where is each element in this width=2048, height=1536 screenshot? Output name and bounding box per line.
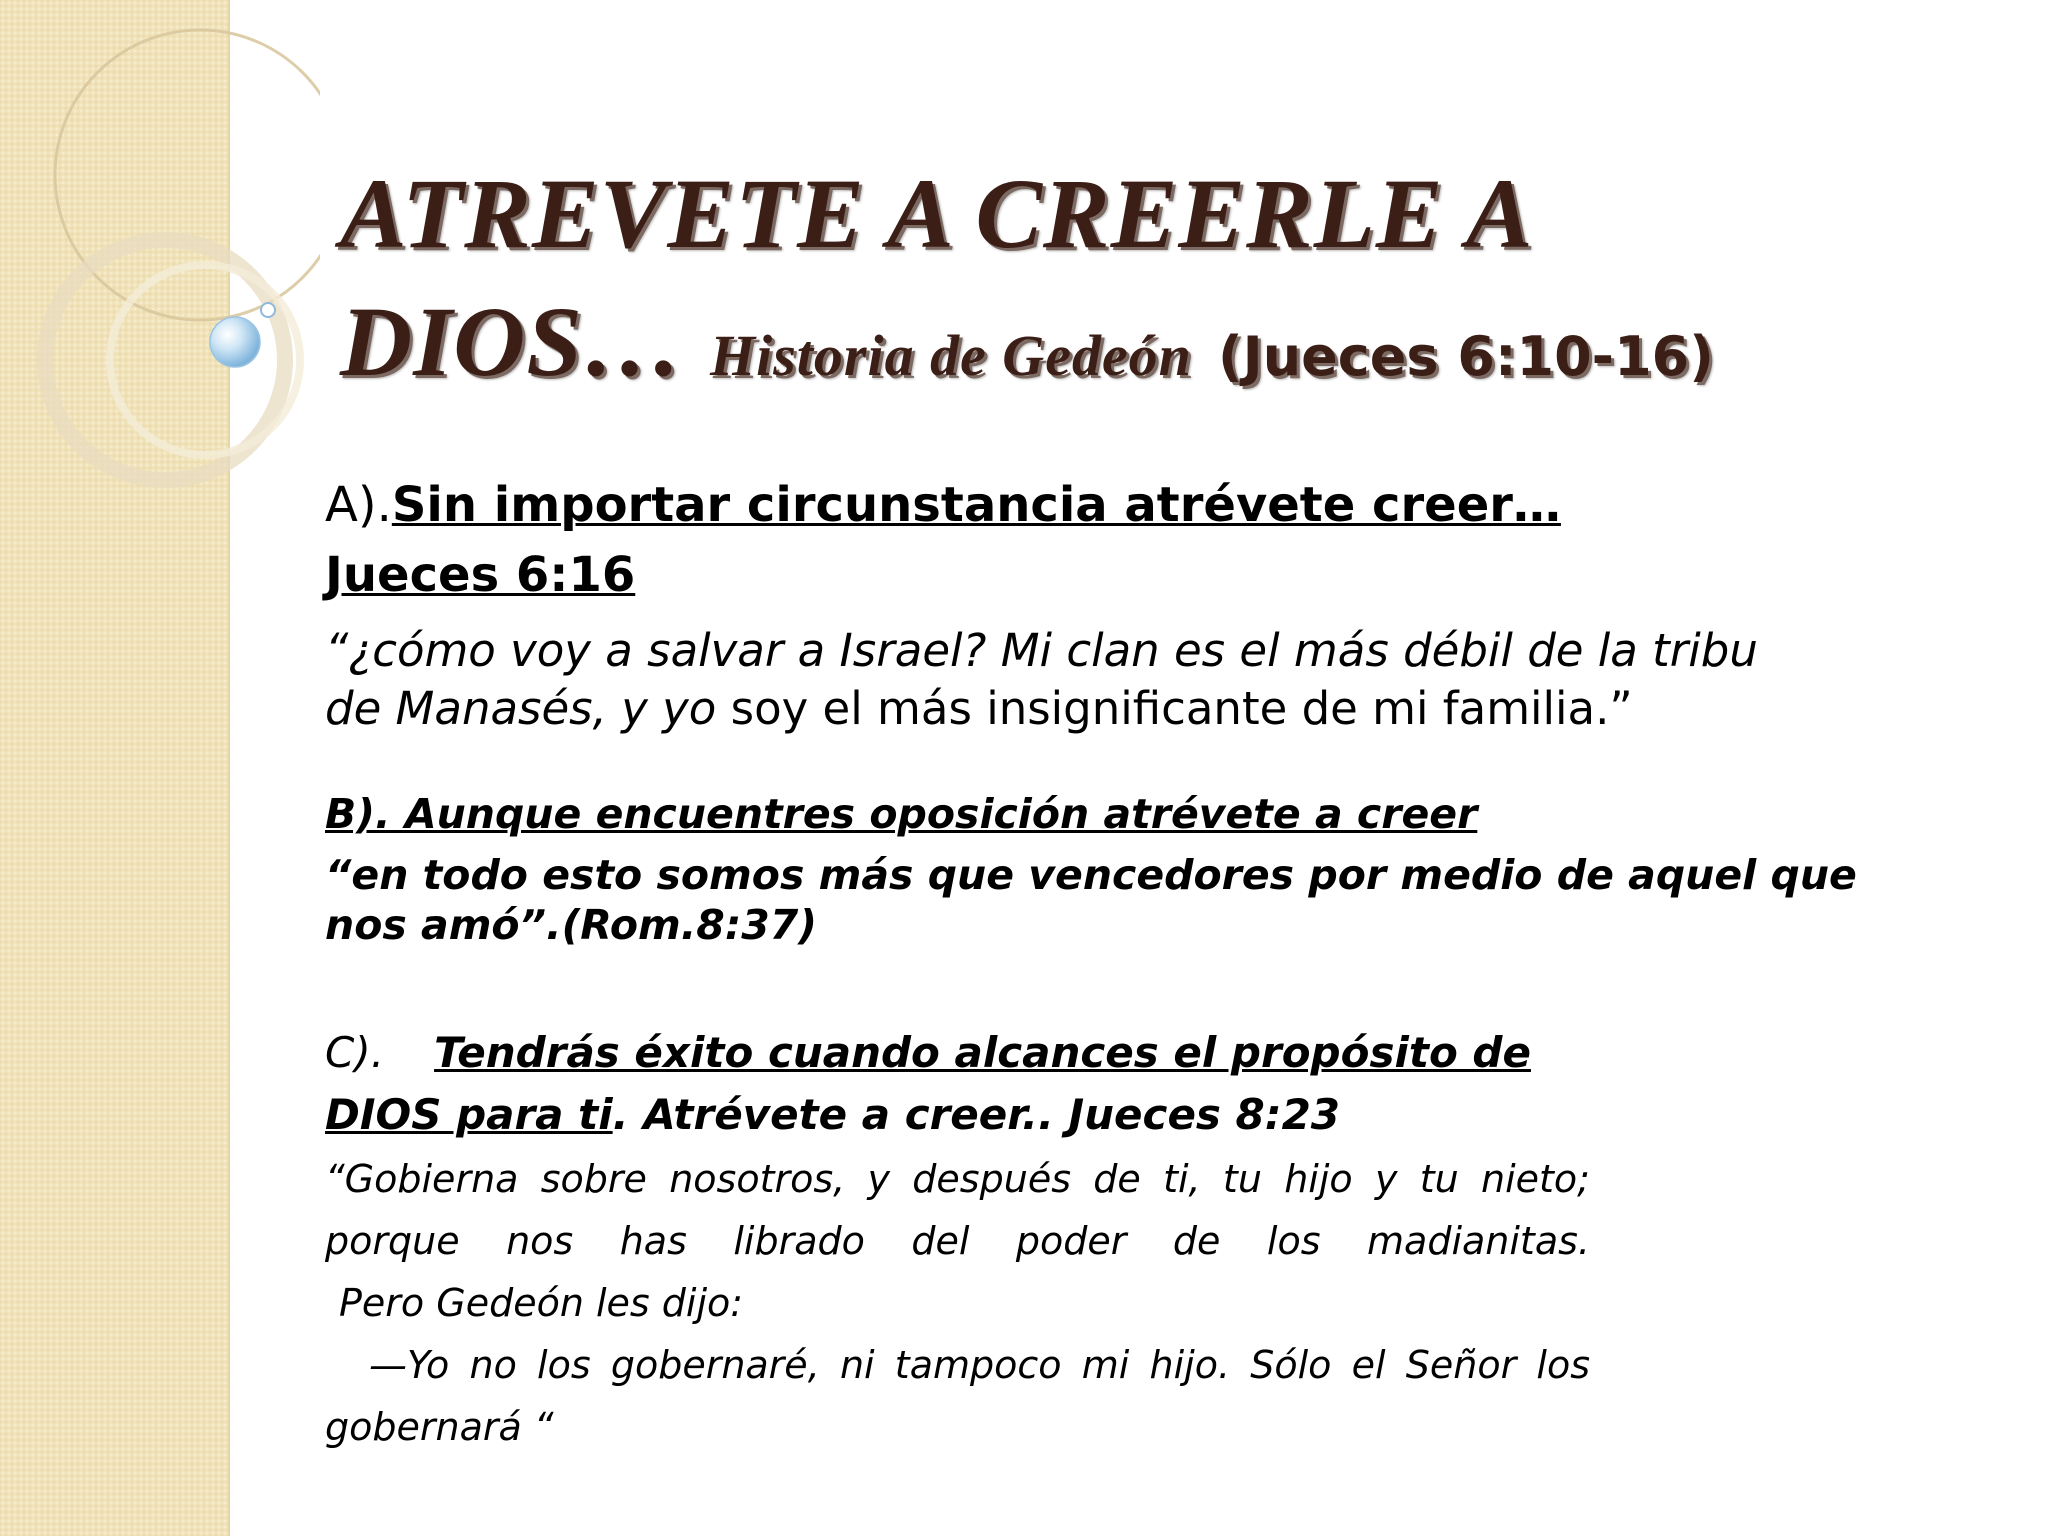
section-c-title: Tendrás éxito cuando alcances el propósito de DIOS para ti [325,1028,1531,1139]
section-a-reference: Jueces 6:16 [325,547,636,603]
section-b-heading: B). Aunque encuentres oposición atrévete a creer [325,790,1478,838]
title-reference: (Jueces 6:10-16) [1217,325,1714,388]
decorative-side-band [0,0,230,1536]
section-a-label: A). [325,477,392,533]
section-a-heading [325,470,1885,610]
section-a-quote-line1: “¿cómo voy a salvar a Israel? Mi clan es el más débil de la tribu [325,624,1758,677]
section-a-title: Sin importar circunstancia atrévete creer… [391,477,1561,533]
title-subtitle: Historia de Gedeón [709,323,1192,388]
section-c-quote-line: —Yo no los gobernaré, ni tampoco mi hijo. Sólo el Señor los [369,1343,1590,1387]
title-main: DIOS… [340,286,684,397]
section-c-quote-line: “Gobierna sobre nosotros, y después de ti, tu hijo y tu nieto; [325,1157,1590,1201]
title-line-1: ATREVETE A CREERLE A [340,158,1534,269]
section-b-quote: “en todo esto somos más que vencedores por medio de aquel que nos amó”.(Rom.8:37) [325,851,1857,949]
section-c-quote-line: gobernará “ [325,1405,554,1449]
slide-title [340,150,2000,421]
section-a-quote-line2-italic: de Manasés, y yo [325,682,717,735]
slide-body [325,470,1885,1458]
section-c-quote [325,1148,1590,1458]
section-c-quote-line: Pero Gedeón les dijo: [339,1281,744,1325]
small-bubble-icon [261,303,275,317]
title-line-2 [340,278,2000,421]
section-c-reference: . Atrévete a creer.. Jueces 8:23 [612,1090,1341,1139]
section-c-heading [325,1022,1605,1146]
section-c-quote-line: porque nos has librado del poder de los madianitas. [325,1219,1590,1263]
section-c-label: C). [325,1028,385,1077]
section-a-quote [325,622,1845,738]
section-a-quote-line2-rest: soy el más insignificante de mi familia.” [716,682,1633,735]
